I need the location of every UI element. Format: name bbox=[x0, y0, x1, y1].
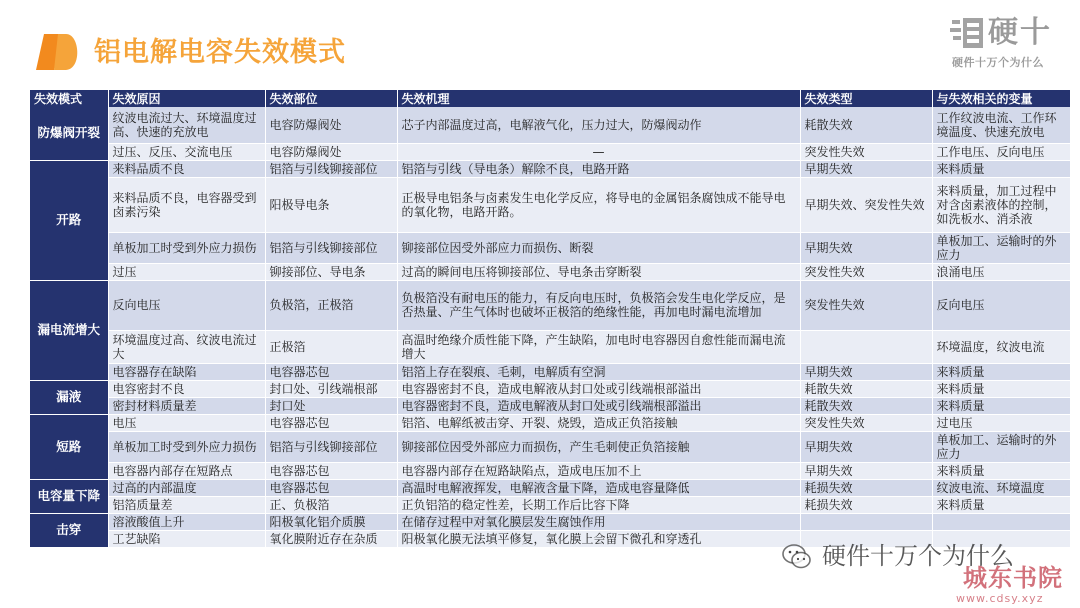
header-related-variables: 与失效相关的变量 bbox=[932, 90, 1070, 107]
cell-failure-location: 电容器芯包 bbox=[265, 414, 397, 431]
cell-failure-cause: 环境温度过高、纹波电流过大 bbox=[108, 330, 265, 363]
cell-related-variables: 环境温度，纹波电流 bbox=[932, 330, 1070, 363]
cell-failure-location: 铝箔与引线铆接部位 bbox=[265, 160, 397, 177]
cell-failure-mechanism: 高温时电解液挥发，电解液含量下降，造成电容量降低 bbox=[397, 479, 800, 496]
cell-related-variables: 过电压 bbox=[932, 414, 1070, 431]
table-row bbox=[30, 143, 1070, 160]
cell-failure-type: 早期失效 bbox=[800, 431, 932, 462]
cell-related-variables: 来料质量 bbox=[932, 160, 1070, 177]
table-row bbox=[30, 330, 1070, 363]
cell-failure-type: 耗散失效 bbox=[800, 380, 932, 397]
cell-failure-cause: 铝箔质量差 bbox=[108, 496, 265, 513]
cell-related-variables: 来料质量 bbox=[932, 462, 1070, 479]
table-row bbox=[30, 380, 1070, 397]
cell-failure-mechanism: 铆接部位因受外部应力而损伤、断裂 bbox=[397, 232, 800, 263]
cell-related-variables: 工作纹波电流、工作环境温度、快速充放电 bbox=[932, 107, 1070, 143]
header-failure-mechanism: 失效机理 bbox=[397, 90, 800, 107]
cell-failure-mechanism: 电容器密封不良，造成电解液从封口处或引线端根部溢出 bbox=[397, 397, 800, 414]
brand-slogan: 硬件十万个为什么 bbox=[952, 56, 1044, 69]
cell-failure-mode: 漏电流增大 bbox=[30, 280, 108, 380]
cell-related-variables: 反向电压 bbox=[932, 280, 1070, 330]
cell-failure-cause: 电容器存在缺陷 bbox=[108, 363, 265, 380]
watermark-account: 硬件十万个为什么 bbox=[822, 542, 1014, 570]
cell-failure-cause: 电容器内部存在短路点 bbox=[108, 462, 265, 479]
table-row bbox=[30, 363, 1070, 380]
cell-failure-location: 阳极氧化铝介质膜 bbox=[265, 513, 397, 530]
cell-failure-mechanism: 正极导电铝条与卤素发生电化学反应，将导电的金属铝条腐蚀成不能导电的氧化物，电路开路。 bbox=[397, 177, 800, 232]
cell-failure-type: 耗散失效 bbox=[800, 107, 932, 143]
header-failure-mode: 失效模式 bbox=[30, 90, 108, 107]
cell-failure-location: 电容器芯包 bbox=[265, 462, 397, 479]
cell-failure-mode: 短路 bbox=[30, 414, 108, 479]
cell-failure-location: 封口处 bbox=[265, 397, 397, 414]
cell-related-variables: 来料质量 bbox=[932, 363, 1070, 380]
cell-failure-mechanism: 负极箔没有耐电压的能力，有反向电压时，负极箔会发生电化学反应，是否热量、产生气体时也破坏正极箔的绝缘性能，再加电时漏电流增加 bbox=[397, 280, 800, 330]
cell-failure-cause: 单板加工时受到外应力损伤 bbox=[108, 431, 265, 462]
table-row bbox=[30, 414, 1070, 431]
table-row bbox=[30, 107, 1070, 143]
cell-failure-type: 突发性失效 bbox=[800, 143, 932, 160]
cell-failure-type: 早期失效 bbox=[800, 363, 932, 380]
cell-failure-mode: 漏液 bbox=[30, 380, 108, 414]
table-row bbox=[30, 479, 1070, 496]
watermark-stamp: 城东书院 bbox=[963, 564, 1063, 592]
cell-failure-type: 耗散失效 bbox=[800, 397, 932, 414]
cell-failure-cause: 反向电压 bbox=[108, 280, 265, 330]
cell-failure-cause: 密封材料质量差 bbox=[108, 397, 265, 414]
cell-failure-location: 正极箔 bbox=[265, 330, 397, 363]
cell-failure-mechanism: 电容器内部存在短路缺陷点，造成电压加不上 bbox=[397, 462, 800, 479]
cell-failure-location: 封口处、引线端根部 bbox=[265, 380, 397, 397]
table-row bbox=[30, 513, 1070, 530]
cell-failure-mechanism: 电容器密封不良，造成电解液从封口处或引线端根部溢出 bbox=[397, 380, 800, 397]
cell-failure-cause: 来料品质不良，电容器受到卤素污染 bbox=[108, 177, 265, 232]
cell-failure-location: 氧化膜附近存在杂质 bbox=[265, 530, 397, 547]
cell-failure-cause: 来料品质不良 bbox=[108, 160, 265, 177]
cell-failure-mechanism: 铆接部位因受外部应力而损伤，产生毛刺使正负箔接触 bbox=[397, 431, 800, 462]
cell-failure-mechanism: 在储存过程中对氧化膜层发生腐蚀作用 bbox=[397, 513, 800, 530]
watermark-url: www.cdsy.xyz bbox=[956, 592, 1044, 605]
cell-related-variables: 工作电压、反向电压 bbox=[932, 143, 1070, 160]
cell-failure-mechanism: 铝箔、电解纸被击穿、开裂、烧毁，造成正负箔接触 bbox=[397, 414, 800, 431]
cell-failure-location: 电容防爆阀处 bbox=[265, 107, 397, 143]
cell-failure-mode: 击穿 bbox=[30, 513, 108, 547]
header-failure-cause: 失效原因 bbox=[108, 90, 265, 107]
cell-failure-location: 铝箔与引线铆接部位 bbox=[265, 431, 397, 462]
cell-failure-mode: 防爆阀开裂 bbox=[30, 107, 108, 160]
table-row bbox=[30, 431, 1070, 462]
cell-failure-type: 早期失效、突发性失效 bbox=[800, 177, 932, 232]
cell-related-variables: 来料质量 bbox=[932, 397, 1070, 414]
brand-mark-icon bbox=[950, 16, 986, 52]
cell-related-variables: 单板加工、运输时的外应力 bbox=[932, 232, 1070, 263]
cell-failure-cause: 过压 bbox=[108, 263, 265, 280]
table-row bbox=[30, 177, 1070, 232]
cell-failure-type: 突发性失效 bbox=[800, 280, 932, 330]
cell-failure-mode: 开路 bbox=[30, 160, 108, 280]
cell-failure-type: 突发性失效 bbox=[800, 263, 932, 280]
cell-failure-mechanism: — bbox=[397, 143, 800, 160]
table-row bbox=[30, 263, 1070, 280]
cell-failure-type: 突发性失效 bbox=[800, 414, 932, 431]
cell-failure-type: 早期失效 bbox=[800, 160, 932, 177]
cell-failure-cause: 电压 bbox=[108, 414, 265, 431]
cell-related-variables: 浪涌电压 bbox=[932, 263, 1070, 280]
cell-failure-mode: 电容量下降 bbox=[30, 479, 108, 513]
brand-name: 硬十 bbox=[988, 15, 1052, 50]
cell-failure-location: 电容器芯包 bbox=[265, 363, 397, 380]
table-row bbox=[30, 160, 1070, 177]
cell-failure-cause: 溶液酸值上升 bbox=[108, 513, 265, 530]
cell-failure-location: 负极箔，正极箔 bbox=[265, 280, 397, 330]
table-row bbox=[30, 232, 1070, 263]
cell-failure-type: 耗损失效 bbox=[800, 496, 932, 513]
cell-failure-type bbox=[800, 530, 932, 547]
cell-failure-mechanism: 铝箔上存在裂痕、毛刺，电解质有空洞 bbox=[397, 363, 800, 380]
header-failure-location: 失效部位 bbox=[265, 90, 397, 107]
cell-related-variables: 来料质量 bbox=[932, 496, 1070, 513]
cell-failure-mechanism: 正负铝箔的稳定性差，长期工作后比容下降 bbox=[397, 496, 800, 513]
cell-failure-location: 正、负极箔 bbox=[265, 496, 397, 513]
cell-failure-location: 铆接部位、导电条 bbox=[265, 263, 397, 280]
cell-failure-cause: 纹波电流过大、环境温度过高、快速的充放电 bbox=[108, 107, 265, 143]
cell-failure-location: 阳极导电条 bbox=[265, 177, 397, 232]
page-title: 铝电解电容失效模式 bbox=[94, 37, 346, 68]
title-logo-icon bbox=[36, 29, 82, 75]
cell-failure-cause: 单板加工时受到外应力损伤 bbox=[108, 232, 265, 263]
cell-failure-location: 电容防爆阀处 bbox=[265, 143, 397, 160]
brand-logo bbox=[950, 16, 1066, 72]
cell-related-variables: 单板加工、运输时的外应力 bbox=[932, 431, 1070, 462]
table-row bbox=[30, 462, 1070, 479]
cell-failure-type: 耗损失效 bbox=[800, 479, 932, 496]
cell-failure-mechanism: 过高的瞬间电压将铆接部位、导电条击穿断裂 bbox=[397, 263, 800, 280]
cell-failure-type: 早期失效 bbox=[800, 232, 932, 263]
cell-failure-mechanism: 铝箔与引线（导电条）解除不良，电路开路 bbox=[397, 160, 800, 177]
table-row bbox=[30, 280, 1070, 330]
table-row bbox=[30, 397, 1070, 414]
cell-failure-mechanism: 阳极氧化膜无法填平修复，氧化膜上会留下微孔和穿透孔 bbox=[397, 530, 800, 547]
cell-related-variables bbox=[932, 513, 1070, 530]
cell-failure-type: 早期失效 bbox=[800, 462, 932, 479]
cell-failure-cause: 电容密封不良 bbox=[108, 380, 265, 397]
table-header-row bbox=[30, 90, 1070, 107]
watermark bbox=[778, 537, 1078, 608]
cell-related-variables bbox=[932, 530, 1070, 547]
cell-failure-location: 铝箔与引线铆接部位 bbox=[265, 232, 397, 263]
header-failure-type: 失效类型 bbox=[800, 90, 932, 107]
cell-failure-type bbox=[800, 330, 932, 363]
cell-related-variables: 来料质量，加工过程中对含卤素液体的控制，如洗板水、消杀液 bbox=[932, 177, 1070, 232]
cell-failure-type bbox=[800, 513, 932, 530]
failure-mode-table bbox=[30, 90, 1071, 548]
cell-failure-mechanism: 高温时绝缘介质性能下降，产生缺陷，加电时电容器因自愈性能而漏电流增大 bbox=[397, 330, 800, 363]
cell-failure-cause: 过压、反压、交流电压 bbox=[108, 143, 265, 160]
cell-failure-mechanism: 芯子内部温度过高，电解液气化，压力过大，防爆阀动作 bbox=[397, 107, 800, 143]
table-row bbox=[30, 530, 1070, 547]
cell-failure-location: 电容器芯包 bbox=[265, 479, 397, 496]
table-body bbox=[30, 107, 1070, 547]
cell-failure-cause: 工艺缺陷 bbox=[108, 530, 265, 547]
cell-failure-cause: 过高的内部温度 bbox=[108, 479, 265, 496]
cell-related-variables: 纹波电流、环境温度 bbox=[932, 479, 1070, 496]
cell-related-variables: 来料质量 bbox=[932, 380, 1070, 397]
table-row bbox=[30, 496, 1070, 513]
